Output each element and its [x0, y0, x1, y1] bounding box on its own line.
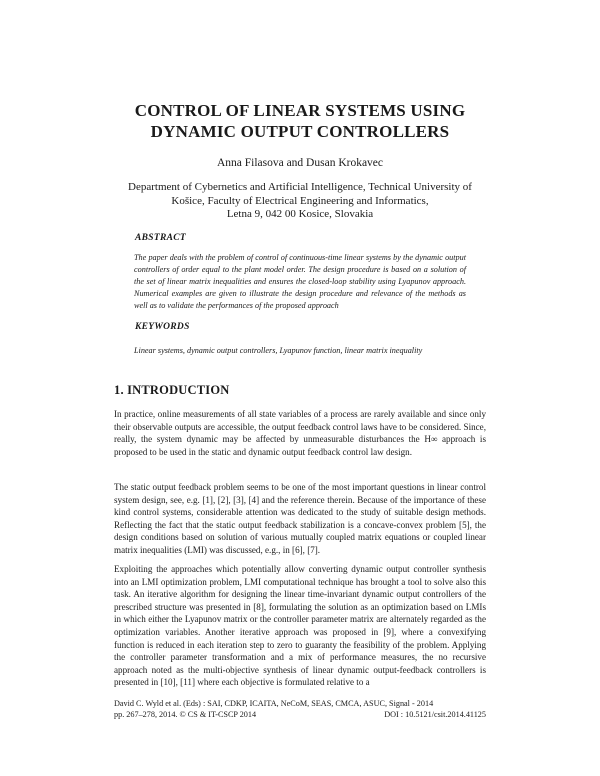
abstract-text: The paper deals with the problem of control of continuous-time linear systems by the dynamic output controllers of order equal to the plant model order. The design procedure is based on a solution of the set of linear matrix inequalities and ensures the closed-loop stability using Lyapunov approach. Numerical examples are given to illustrate the design procedure and relevance of the methods as well as to validate the performances of the proposed approach [134, 253, 466, 310]
footer-pages: pp. 267–278, 2014. © CS & IT-CSCP 2014 [114, 710, 257, 719]
paper-title-line-2: DYNAMIC OUTPUT CONTROLLERS [150, 122, 450, 141]
intro-paragraph-3: Exploiting the approaches which potentially allow converting dynamic output controller synthesis into an LMI optimization problem, LMI computational technique has brought a tool to solve also this task. An iterative algorithm for designing the linear time-invariant dynamic output controllers of the prescribed structure was presented in [8], formulating the solution as an optimization based on LMIs in which either the Lyapunov matrix or the controller parameter matrix are alternately regarded as the optimization variables. Another iterative approach was proposed in [9], where a convexifying function is reduced in each iteration step to zero to guaranty the feasibility of the problem. Applying the controller parameter transformation and a mix of performance measures, the no recursive approach noted as the multi-objective synthesis of linear dynamic output-feedback controllers is presented in [10], [11] where each objective is formulated relative to a [114, 564, 486, 688]
intro-paragraph-1: In practice, online measurements of all state variables of a process are rarely available and since only their observable outputs are accessible, the output feedback control laws have to be considered. Since, really, the system dynamic may be affected by unmeasurable disturbances the H∞ approach is proposed to be used in the static and dynamic output feedback control law design. [114, 409, 486, 457]
abstract-heading: ABSTRACT [135, 233, 186, 243]
introduction-heading: 1. INTRODUCTION [114, 383, 230, 397]
footer-row [114, 709, 486, 720]
keywords-heading: KEYWORDS [135, 322, 190, 332]
authors: Anna Filasova and Dusan Krokavec [216, 157, 384, 169]
page-footer [114, 698, 486, 720]
intro-paragraph-2: The static output feedback problem seems to be one of the most important questions in linear control system design, see, e.g. [1], [2], [3], [4] and the reference therein. Because of the importance of these kind control systems, considerable attention was dedicated to the study of suitable design methods. Reflecting the fact that the static output feedback stabilization is a concave-convex problem [5], the design conditions based on solution of various mutually coupled matrix equations or coupled linear matrix inequalities (LMI) was discussed, e.g., in [6], [7]. [114, 482, 486, 555]
footer-proceedings: David C. Wyld et al. (Eds) : SAI, CDKP, ICAITA, NeCoM, SEAS, CMCA, ASUC, Signal - 2014 [114, 699, 434, 708]
affiliation-line-1: Department of Cybernetics and Artificial Intelligence, Technical University of [128, 181, 472, 193]
keywords-text: Linear systems, dynamic output controllers, Lyapunov function, linear matrix inequality [134, 346, 423, 355]
affiliation-line-2: Košice, Faculty of Electrical Engineering and Informatics, [171, 194, 429, 207]
affiliation [80, 181, 520, 222]
paper-title-line-1: CONTROL OF LINEAR SYSTEMS USING [134, 101, 466, 120]
paper-title [0, 100, 600, 142]
footer-doi: DOI : 10.5121/csit.2014.41125 [384, 710, 486, 719]
affiliation-line-3: Letna 9, 042 00 Kosice, Slovakia [226, 208, 374, 220]
